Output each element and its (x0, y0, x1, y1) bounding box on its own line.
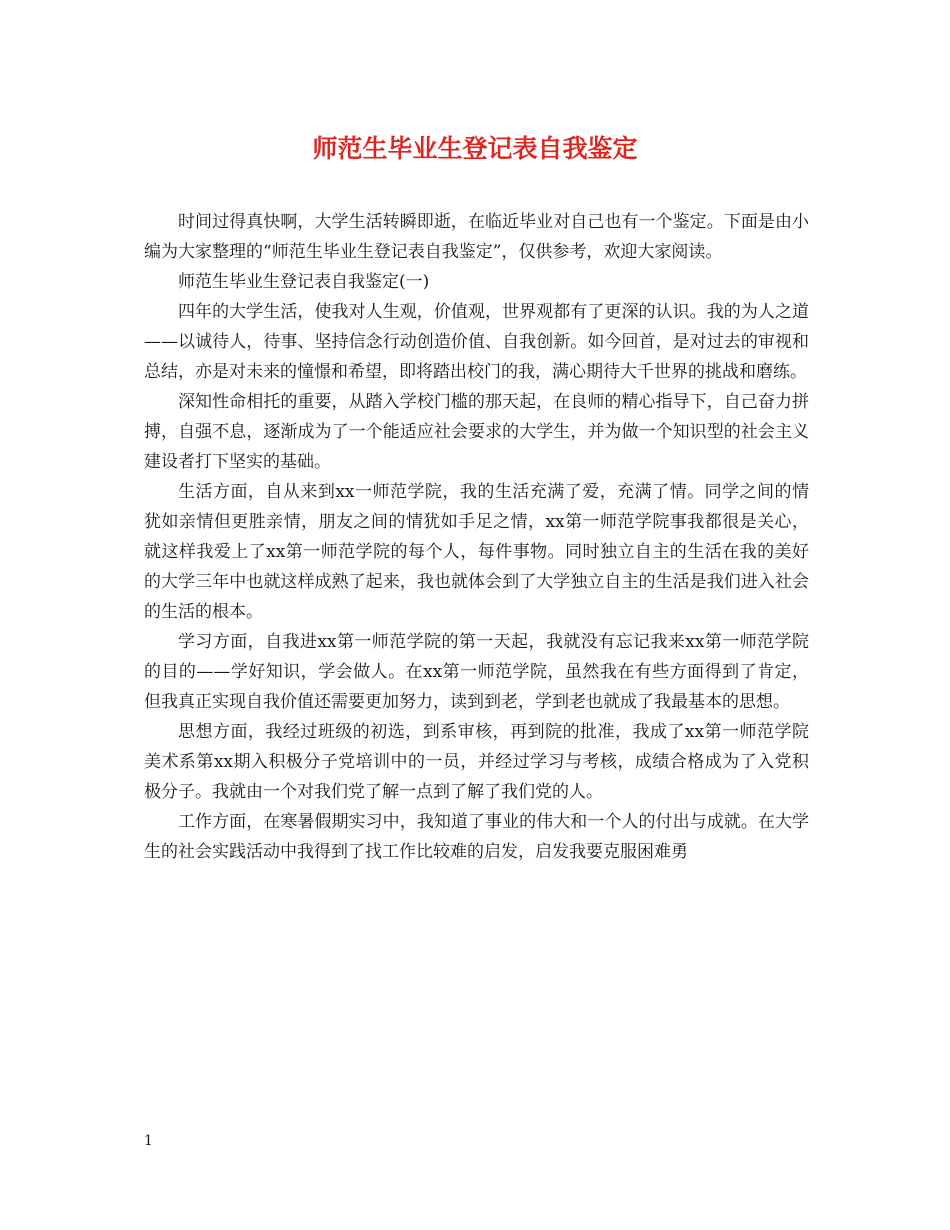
body-paragraph: 四年的大学生活，使我对人生观，价值观，世界观都有了更深的认识。我的为人之道——以诚待人，待事、坚持信念行动创造价值、自我创新。如今回首，是对过去的审视和总结，亦是对未来的憧憬和希望，即将踏出校门的我，满心期待大千世界的挑战和磨练。 (144, 302, 809, 382)
intro-paragraph: 时间过得真快啊，大学生活转瞬即逝，在临近毕业对自己也有一个鉴定。下面是由小编为大家整理的“师范生毕业生登记表自我鉴定”，仅供参考，欢迎大家阅读。 (144, 212, 809, 262)
body-paragraph: 思想方面，我经过班级的初选，到系审核，再到院的批准，我成了xx第一师范学院美术系第xx期入积极分子党培训中的一员，并经过学习与考核，成绩合格成为了入党积极分子。我就由一个对我们党了解一点到了解了我们党的人。 (144, 722, 809, 802)
page-number: 1 (144, 1133, 153, 1149)
body-paragraph: 深知性命相托的重要，从踏入学校门槛的那天起，在良师的精心指导下，自己奋力拼搏，自强不息，逐渐成为了一个能适应社会要求的大学生，并为做一个知识型的社会主义建设者打下坚实的基础。 (144, 392, 809, 472)
body-paragraph: 生活方面，自从来到xx一师范学院，我的生活充满了爱，充满了情。同学之间的情犹如亲情但更胜亲情，朋友之间的情犹如手足之情，xx第一师范学院事我都很是关心，就这样我爱上了xx第一师范学院的每个人，每件事物。同时独立自主的生活在我的美好的大学三年中也就这样成熟了起来，我也就体会到了大学独立自主的生活是我们进入社会的生活的根本。 (144, 482, 809, 622)
body-paragraph: 学习方面，自我进xx第一师范学院的第一天起，我就没有忘记我来xx第一师范学院的目的——学好知识，学会做人。在xx第一师范学院，虽然我在有些方面得到了肯定，但我真正实现自我价值还需要更加努力，读到到老，学到老也就成了我最基本的思想。 (144, 632, 809, 712)
body-paragraph: 工作方面，在寒暑假期实习中，我知道了事业的伟大和一个人的付出与成就。在大学生的社会实践活动中我得到了找工作比较难的启发，启发我要克服困难勇 (144, 812, 809, 862)
document-title: 师范生毕业生登记表自我鉴定 (312, 134, 638, 163)
document-body (144, 207, 809, 867)
section-heading: 师范生毕业生登记表自我鉴定(一) (178, 272, 430, 292)
